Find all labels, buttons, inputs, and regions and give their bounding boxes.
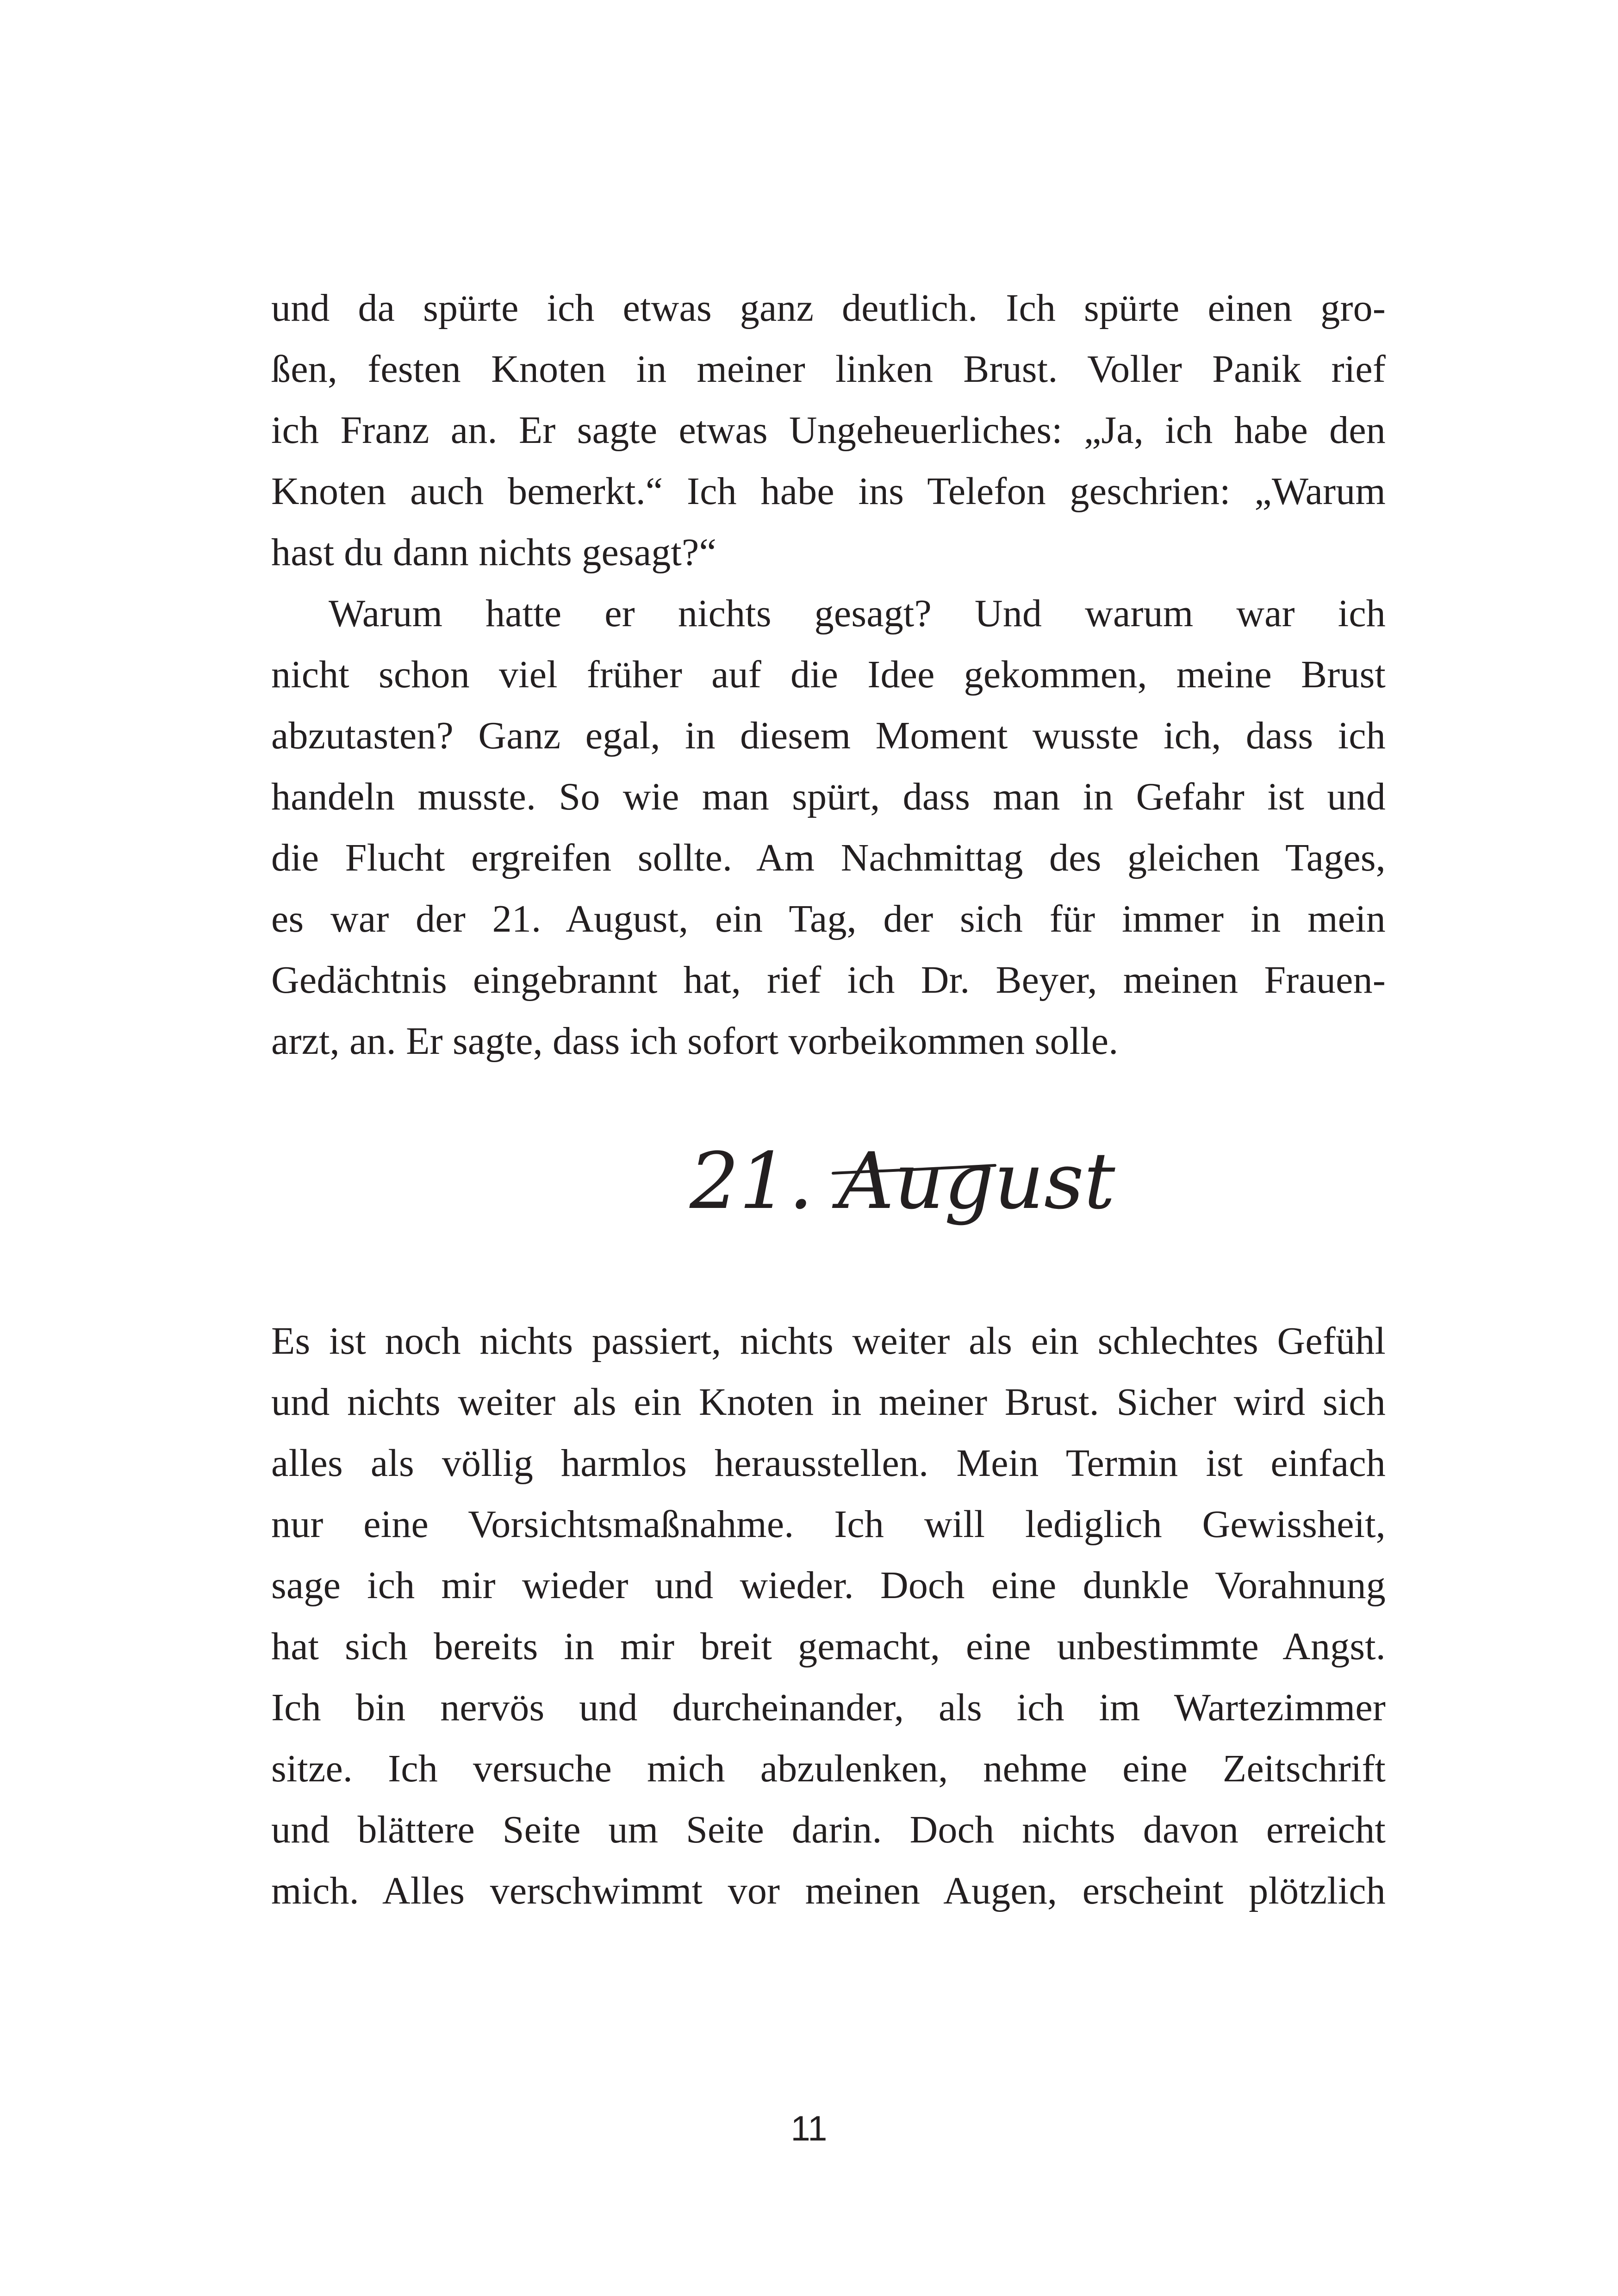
text-line: mich. Alles verschwimmt vor meinen Augen, erscheint plötzlich [271, 1869, 1386, 1912]
text-block-top [271, 278, 1386, 1072]
text-line: es war der 21. August, ein Tag, der sich für immer in mein [271, 897, 1386, 940]
text-line: und nichts weiter als ein Knoten in meiner Brust. Sicher wird sich [271, 1381, 1386, 1424]
text-line: hast du dann nichts gesagt?“ [271, 531, 717, 574]
text-line: Warum hatte er nichts gesagt? Und warum war ich [329, 592, 1386, 635]
text-line: alles als völlig harmlos herausstellen. Mein Termin ist einfach [271, 1442, 1386, 1485]
text-line: hat sich bereits in mir breit gemacht, eine unbestimmte Angst. [271, 1625, 1386, 1668]
text-line: und da spürte ich etwas ganz deutlich. Ich spürte einen gro- [271, 286, 1386, 330]
text-line: sage ich mir wieder und wieder. Doch eine dunkle Vorahnung [271, 1564, 1386, 1607]
page-number: 11 [790, 2109, 828, 2148]
text-line: abzutasten? Ganz egal, in diesem Moment wusste ich, dass ich [271, 714, 1386, 757]
text-line: die Flucht ergreifen sollte. Am Nachmittag des gleichen Tages, [271, 836, 1386, 879]
text-line: Ich bin nervös und durcheinander, als ich im Wartezimmer [271, 1686, 1386, 1729]
text-line: Knoten auch bemerkt.“ Ich habe ins Telefon geschrien: „Warum [271, 470, 1386, 513]
text-line: nicht schon viel früher auf die Idee gekommen, meine Brust [271, 653, 1386, 696]
text-line: Gedächtnis eingebrannt hat, rief ich Dr. Beyer, meinen Frauen- [271, 958, 1386, 1002]
text-block-bottom [271, 1311, 1386, 1922]
date-heading-script [680, 1129, 1115, 1259]
date-heading-text: 21. August [690, 1136, 1115, 1226]
text-line: handeln musste. So wie man spürt, dass man in Gefahr ist und [271, 775, 1386, 818]
text-line: arzt, an. Er sagte, dass ich sofort vorbeikommen solle. [271, 1020, 1119, 1063]
date-heading [680, 1129, 1115, 1259]
text-line: ich Franz an. Er sagte etwas Ungeheuerliches: „Ja, ich habe den [271, 409, 1386, 452]
text-line: Es ist noch nichts passiert, nichts weiter als ein schlechtes Gefühl [271, 1319, 1386, 1363]
text-line: ßen, festen Knoten in meiner linken Brust. Voller Panik rief [271, 348, 1386, 391]
text-line: und blättere Seite um Seite darin. Doch nichts davon erreicht [271, 1808, 1386, 1851]
text-line: sitze. Ich versuche mich abzulenken, nehme eine Zeitschrift [271, 1747, 1386, 1790]
text-line: nur eine Vorsichtsmaßnahme. Ich will lediglich Gewissheit, [271, 1503, 1386, 1546]
